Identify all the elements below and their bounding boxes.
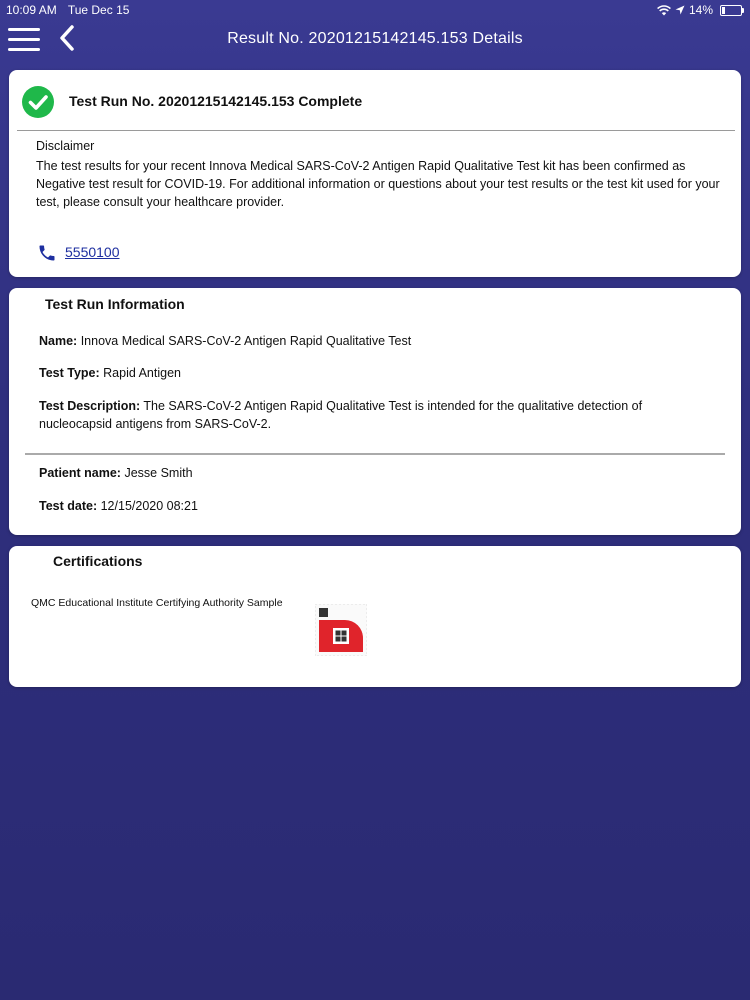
page-title: Result No. 20201215142145.153 Details	[227, 30, 523, 47]
battery-fill	[722, 7, 725, 14]
certifications-card	[9, 546, 741, 687]
test-info-heading: Test Run Information	[45, 296, 185, 312]
test-description-value: The SARS-CoV-2 Antigen Rapid Qualitative Test is intended for the qualitative detection of nucleocapsid antigens from SARS-CoV-2.	[39, 399, 643, 431]
test-description-label: Test Description:	[39, 399, 141, 413]
divider	[17, 130, 735, 131]
certifications-heading: Certifications	[53, 553, 143, 569]
test-description-row	[39, 397, 699, 433]
status-time: 10:09 AM	[6, 3, 57, 17]
patient-name-row	[39, 464, 699, 482]
location-arrow-icon	[675, 5, 685, 15]
test-info-card	[9, 288, 741, 535]
test-type-label: Test Type:	[39, 366, 100, 380]
battery-percent: 14%	[688, 3, 713, 17]
test-name-row	[39, 332, 699, 350]
patient-name-label: Patient name:	[39, 466, 121, 480]
test-date-value: 12/15/2020 08:21	[100, 499, 198, 513]
wifi-icon	[657, 5, 671, 16]
test-date-label: Test date:	[39, 499, 98, 513]
status-date: Tue Dec 15	[67, 3, 130, 17]
test-type-value: Rapid Antigen	[103, 366, 181, 380]
battery-icon	[720, 5, 742, 16]
test-name-label: Name:	[39, 334, 78, 348]
certifying-authority: QMC Educational Institute Certifying Authority Sample	[31, 597, 283, 609]
status-bar	[0, 0, 750, 20]
disclaimer-text: The test results for your recent Innova Medical SARS-CoV-2 Antigen Rapid Qualitative Test kit has been confirmed as Negative test result for COVID-19. For additional information or questions about your test results or the test kit used for your test, please consult your healthcare provider.	[36, 159, 720, 209]
divider	[25, 453, 725, 455]
phone-icon[interactable]	[37, 243, 57, 263]
patient-name-value: Jesse Smith	[124, 466, 193, 480]
test-type-row	[39, 364, 699, 382]
result-card	[9, 70, 741, 277]
nav-bar	[0, 20, 750, 60]
test-date-row	[39, 497, 699, 515]
phone-link[interactable]: 5550100	[65, 244, 120, 260]
disclaimer-label: Disclaimer	[36, 139, 95, 153]
result-title: Test Run No. 20201215142145.153 Complete	[69, 93, 363, 109]
checkmark-circle-icon	[22, 86, 54, 118]
test-name-value: Innova Medical SARS-CoV-2 Antigen Rapid Qualitative Test	[80, 334, 412, 348]
certification-logo-icon	[315, 604, 367, 656]
